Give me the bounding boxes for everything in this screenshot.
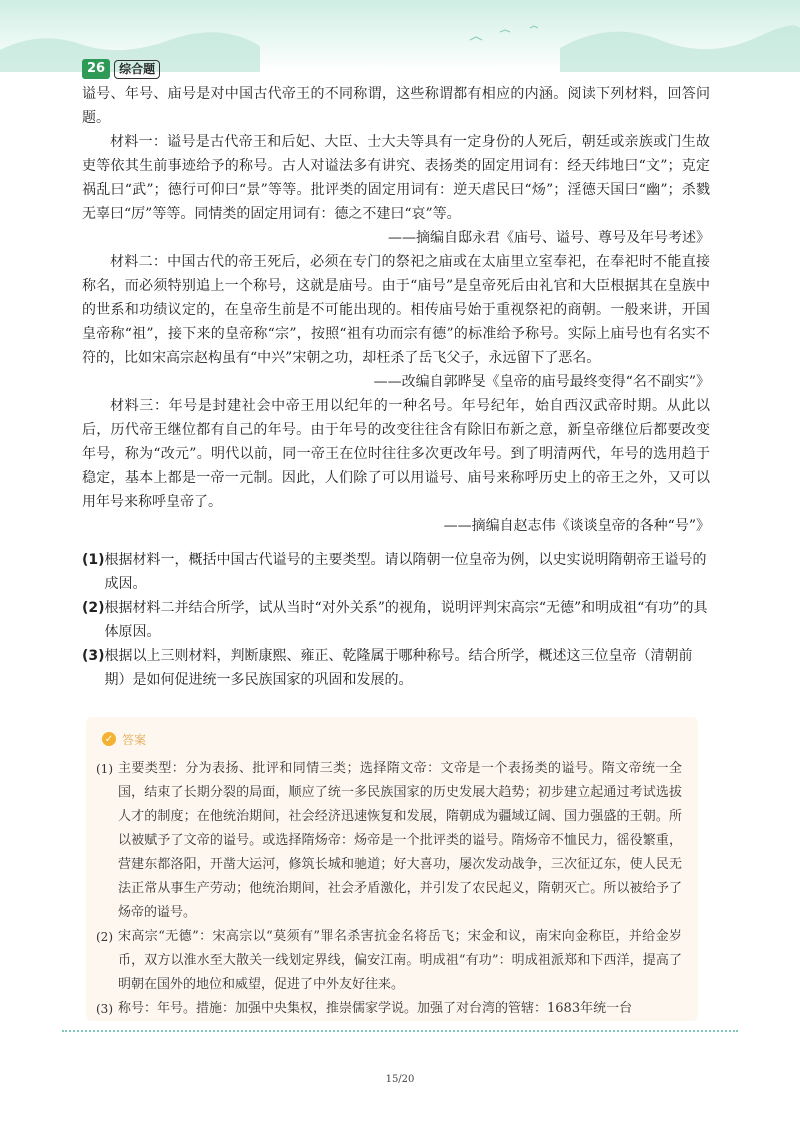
page-number: 15/20 <box>385 1074 415 1085</box>
question-type-tag: 综合题 <box>114 60 160 79</box>
sub-question <box>82 596 710 644</box>
material-2: 材料二：中国古代的帝王死后，必须在专门的祭祀之庙或在太庙里立室奉祀，在奉祀时不能直接称名，而必须特别追上一个称号，这就是庙号。由于“庙号”是皇帝死后由礼官和大臣根据其在皇族中的世系和功绩议定的，在皇帝生前是不可能出现的。相传庙号始于重视祭祀的商朝。一般来讲，开国皇帝称“祖”，接下来的皇帝称“宗”，按照“祖有功而宗有德”的标准给予称号。实际上庙号也有名实不符的，比如宋高宗赵构虽有“中兴”宋朝之功，却枉杀了岳飞父子，永远留下了恶名。 <box>82 254 710 366</box>
check-icon: ✓ <box>102 732 116 746</box>
sub-question-text: 根据以上三则材料，判断康熙、雍正、乾隆属于哪种称号。结合所学，概述这三位皇帝（清朝前期）是如何促进统一多民族国家的巩固和发展的。 <box>104 648 693 688</box>
answer-list <box>96 757 682 1021</box>
answer-item <box>96 925 682 997</box>
material-2-source: ——改编自郭晔旻《皇帝的庙号最终变得“名不副实”》 <box>373 374 710 390</box>
question-section <box>82 58 710 692</box>
question-header <box>82 58 710 80</box>
sub-question-number: (1) <box>82 552 105 568</box>
answer-panel <box>86 717 698 1021</box>
answer-number: (3) <box>96 1002 113 1016</box>
material-3-source: ——摘编自赵志伟《谈谈皇帝的各种“号”》 <box>443 518 710 534</box>
question-intro: 谥号、年号、庙号是对中国古代帝王的不同称谓，这些称谓都有相应的内涵。阅读下列材料，回答问题。 <box>82 86 710 126</box>
sub-question-text: 根据材料二并结合所学，试从当时“对外关系”的视角，说明评判宋高宗“无德”和明成祖“有功”的具体原因。 <box>104 600 708 640</box>
answer-text: 主要类型：分为表扬、批评和同情三类；选择隋文帝：文帝是一个表扬类的谥号。隋文帝统一全国，结束了长期分裂的局面，顺应了统一多民族国家的历史发展大趋势；初步建立起通过考试选拔人才的制度；在他统治期间，社会经济迅速恢复和发展，隋朝成为疆域辽阔、国力强盛的王朝。所以被赋予了文帝的谥号。或选择隋炀帝：炀帝是一个批评类的谥号。隋炀帝不恤民力，徭役繁重，营建东都洛阳，开凿大运河，修筑长城和驰道；好大喜功，屡次发动战争，三次征辽东，使人民无法正常从事生产劳动；他统治期间，社会矛盾激化，并引发了农民起义，隋朝灭亡。所以被给予了炀帝的谥号。 <box>118 761 682 920</box>
sub-question-number: (2) <box>82 600 105 616</box>
dotted-divider <box>62 1030 738 1032</box>
answer-text: 宋高宗“无德”：宋高宗以“莫须有”罪名杀害抗金名将岳飞；宋金和议，南宋向金称臣，并给金岁币，双方以淮水至大散关一线划定界线，偏安江南。明成祖“有功”：明成祖派郑和下西洋，提高了明朝在国外的地位和威望，促进了中外友好往来。 <box>118 929 682 992</box>
sub-question <box>82 644 710 692</box>
answer-item <box>96 997 682 1021</box>
answer-number: (1) <box>96 762 113 776</box>
answer-number: (2) <box>96 930 113 944</box>
material-1: 材料一：谥号是古代帝王和后妃、大臣、士大夫等具有一定身份的人死后，朝廷或亲族或门生故吏等依其生前事迹给予的称号。古人对谥法多有讲究、表扬类的固定用词有：经天纬地曰“文”；克定祸乱曰“武”；德行可仰曰“景”等等。批评类的固定用词有：逆天虐民曰“炀”；淫德天国曰“幽”；杀戮无辜曰“厉”等等。同情类的固定用词有：德之不建曰“哀”等。 <box>82 134 710 222</box>
sub-question-number: (3) <box>82 648 105 664</box>
answer-item <box>96 757 682 925</box>
material-3: 材料三：年号是封建社会中帝王用以纪年的一种名号。年号纪年，始自西汉武帝时期。从此以后，历代帝王继位都有自己的年号。由于年号的改变往往含有除旧布新之意，新皇帝继位后都要改变年号，称为“改元”。明代以前，同一帝王在位时往往多次更改年号。到了明清两代，年号的选用趋于稳定，基本上都是一帝一元制。因此，人们除了可以用谥号、庙号来称呼历史上的帝王之外，又可以用年号来称呼皇帝了。 <box>82 398 710 510</box>
sub-question <box>82 548 710 596</box>
answer-label: 答案 <box>122 732 147 747</box>
sub-question-list <box>82 548 710 692</box>
question-number: 26 <box>82 59 110 79</box>
answer-text: 称号：年号。措施：加强中央集权，推崇儒家学说。加强了对台湾的管辖：1683年统一台 <box>118 1001 633 1016</box>
material-1-source: ——摘编自邸永君《庙号、谥号、尊号及年号考述》 <box>388 230 710 246</box>
sub-question-text: 根据材料一，概括中国古代谥号的主要类型。请以隋朝一位皇帝为例，以史实说明隋朝帝王谥号的成因。 <box>104 552 707 592</box>
answer-header <box>86 717 698 749</box>
